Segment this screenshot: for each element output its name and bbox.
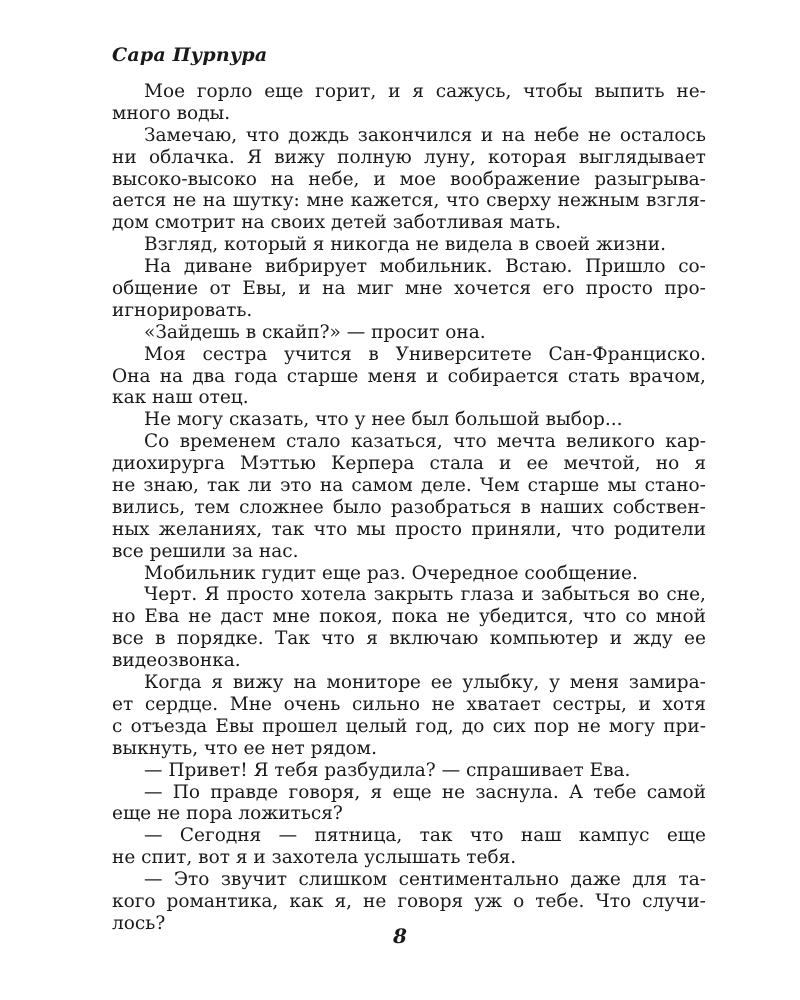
text-line: с отъезда Евы прошел целый год, до сих пор не могу при- xyxy=(112,715,706,737)
text-line: Когда я вижу на мониторе ее улыбку, у меня замира- xyxy=(144,672,706,694)
text-line: не знаю, так ли это на самом деле. Чем старше мы стано- xyxy=(112,475,706,497)
text-line: игнорировать. xyxy=(112,299,253,321)
text-line: Мобильник гудит еще раз. Очередное сообщение. xyxy=(144,562,638,584)
text-line: лось? xyxy=(112,912,166,934)
text-line: диохирурга Мэттью Керпера стала и ее мечтой, но я xyxy=(112,453,706,475)
body-text xyxy=(112,81,706,935)
text-line: — По правде говоря, я еще не заснула. А тебе самой xyxy=(144,781,706,803)
text-line: не спит, вот я и захотела услышать тебя. xyxy=(112,847,517,869)
text-line: Замечаю, что дождь закончился и на небе не осталось xyxy=(144,124,706,146)
text-line: видеозвонка. xyxy=(112,650,241,672)
text-line: ается не на шутку: мне кажется, что сверху нежным взгля- xyxy=(112,190,706,212)
text-line: вились, тем сложнее было разобраться в наших собствен- xyxy=(112,496,706,518)
page-number: 8 xyxy=(393,924,407,948)
text-line: Мое горло еще горит, и я сажусь, чтобы выпить не- xyxy=(144,81,706,102)
text-line: но Ева не даст мне покоя, пока не убедится, что со мной xyxy=(112,606,706,628)
text-line: высоко-высоко на небе, и мое воображение разыгрыва- xyxy=(112,168,706,190)
text-line: ет сердце. Мне очень сильно не хватает сестры, и хотя xyxy=(112,693,706,715)
text-line: много воды. xyxy=(112,102,231,124)
text-line: Не могу сказать, что у нее был большой выбор... xyxy=(144,409,623,431)
text-line: все решили за нас. xyxy=(112,540,299,562)
text-line: — Это звучит слишком сентиментально даже для та- xyxy=(144,869,706,891)
text-line: все в порядке. Так что я включаю компьютер и жду ее xyxy=(112,628,706,650)
text-line: Моя сестра учится в Университете Сан-Франциско. xyxy=(144,343,706,365)
text-line: — Привет! Я тебя разбудила? — спрашивает Ева. xyxy=(144,759,631,781)
text-line: как наш отец. xyxy=(112,387,249,409)
text-line: ни облачка. Я вижу полную луну, которая выглядывает xyxy=(112,146,706,168)
text-line: дом смотрит на своих детей заботливая мать. xyxy=(112,212,562,234)
text-line: Взгляд, который я никогда не видела в своей жизни. xyxy=(144,234,666,256)
text-line: Черт. Я просто хотела закрыть глаза и забыться во сне, xyxy=(144,584,706,606)
text-line: ных желаниях, так что мы просто приняли, что родители xyxy=(112,518,706,540)
text-line: выкнуть, что ее нет рядом. xyxy=(112,737,377,759)
text-line: еще не пора ложиться? xyxy=(112,803,343,825)
text-line: На диване вибрирует мобильник. Встаю. Пришло со- xyxy=(144,256,706,278)
text-line: — Сегодня — пятница, так что наш кампус еще xyxy=(144,825,706,847)
running-head-author: Сара Пурпура xyxy=(112,44,268,66)
text-line: общение от Евы, и на миг мне хочется его просто про- xyxy=(112,278,706,300)
text-line: «Зайдешь в скайп?» — просит она. xyxy=(144,321,486,343)
text-line: Со временем стало казаться, что мечта великого кар- xyxy=(144,431,706,453)
text-line: кого романтика, как я, не говоря уж о тебе. Что случи- xyxy=(112,890,706,912)
text-line: Она на два года старше меня и собирается стать врачом, xyxy=(112,365,706,387)
